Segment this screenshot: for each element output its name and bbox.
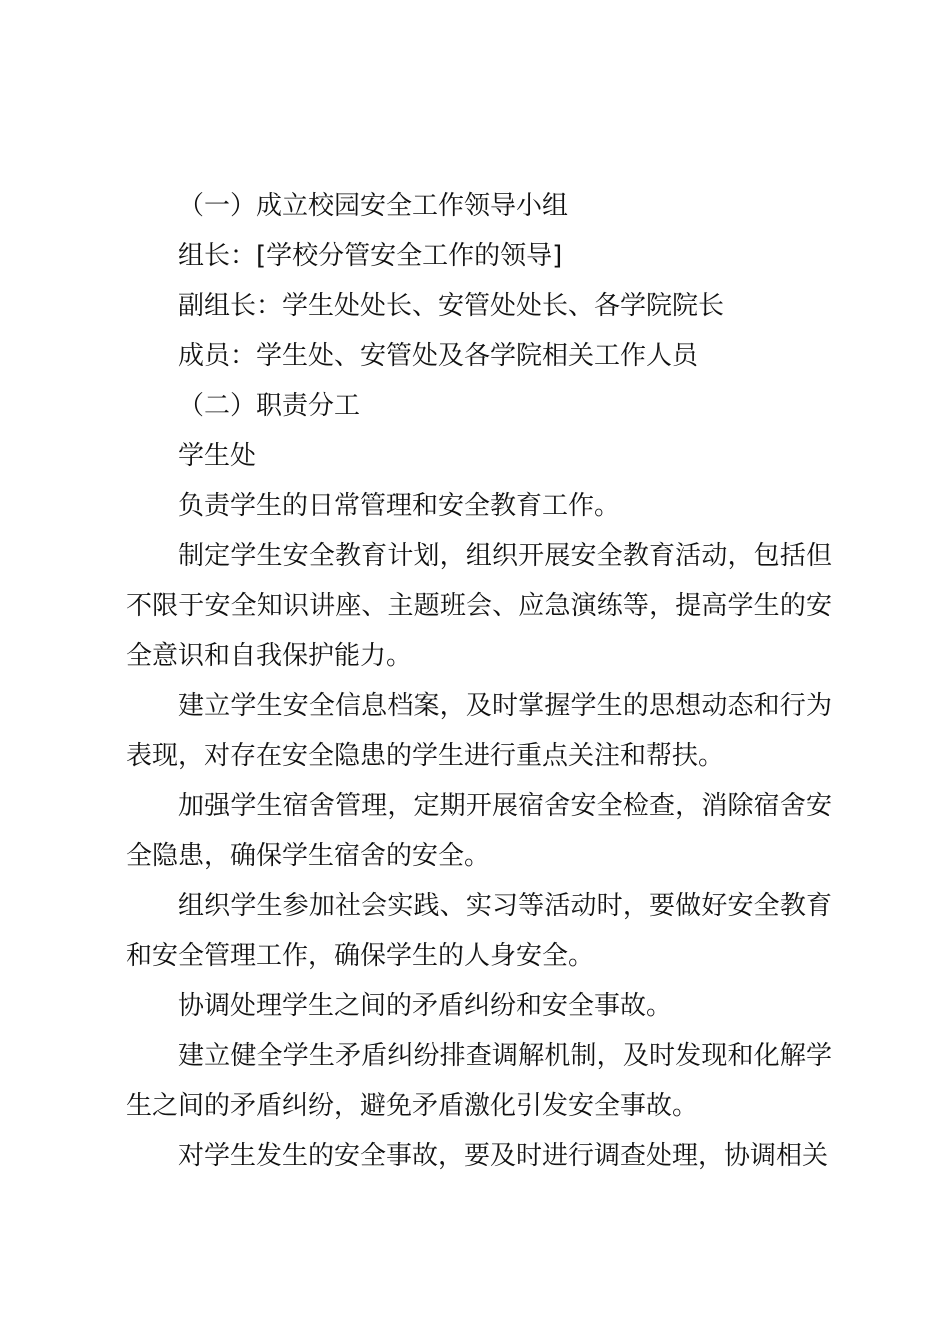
body-paragraph: 建立学生安全信息档案，及时掌握学生的思想动态和行为表现，对存在安全隐患的学生进行重点关注和帮扶。 (126, 691, 832, 771)
body-paragraph: 协调处理学生之间的矛盾纠纷和安全事故。 (178, 991, 673, 1021)
group-leader-line: 组长：[学校分管安全工作的领导] (178, 241, 563, 271)
body-paragraph: 加强学生宿舍管理，定期开展宿舍安全检查，消除宿舍安全隐患，确保学生宿舍的安全。 (126, 791, 832, 871)
deputy-leader-line: 副组长：学生处处长、安管处处长、各学院院长 (178, 291, 725, 321)
heading-leadership-group: （一）成立校园安全工作领导小组 (178, 191, 569, 221)
body-paragraph: 组织学生参加社会实践、实习等活动时，要做好安全教育和安全管理工作，确保学生的人身安全。 (126, 891, 832, 971)
members-line: 成员：学生处、安管处及各学院相关工作人员 (178, 341, 699, 371)
heading-responsibilities: （二）职责分工 (178, 391, 361, 421)
subheading-student-office: 学生处 (178, 441, 257, 471)
body-paragraph: 制定学生安全教育计划，组织开展安全教育活动，包括但不限于安全知识讲座、主题班会、应急演练等，提高学生的安全意识和自我保护能力。 (126, 541, 832, 671)
body-paragraph: 建立健全学生矛盾纠纷排查调解机制，及时发现和化解学生之间的矛盾纠纷，避免矛盾激化引发安全事故。 (126, 1041, 832, 1121)
body-paragraph: 负责学生的日常管理和安全教育工作。 (178, 491, 621, 521)
document-body (126, 181, 832, 1181)
body-paragraph: 对学生发生的安全事故，要及时进行调查处理，协调相关 (178, 1141, 829, 1171)
